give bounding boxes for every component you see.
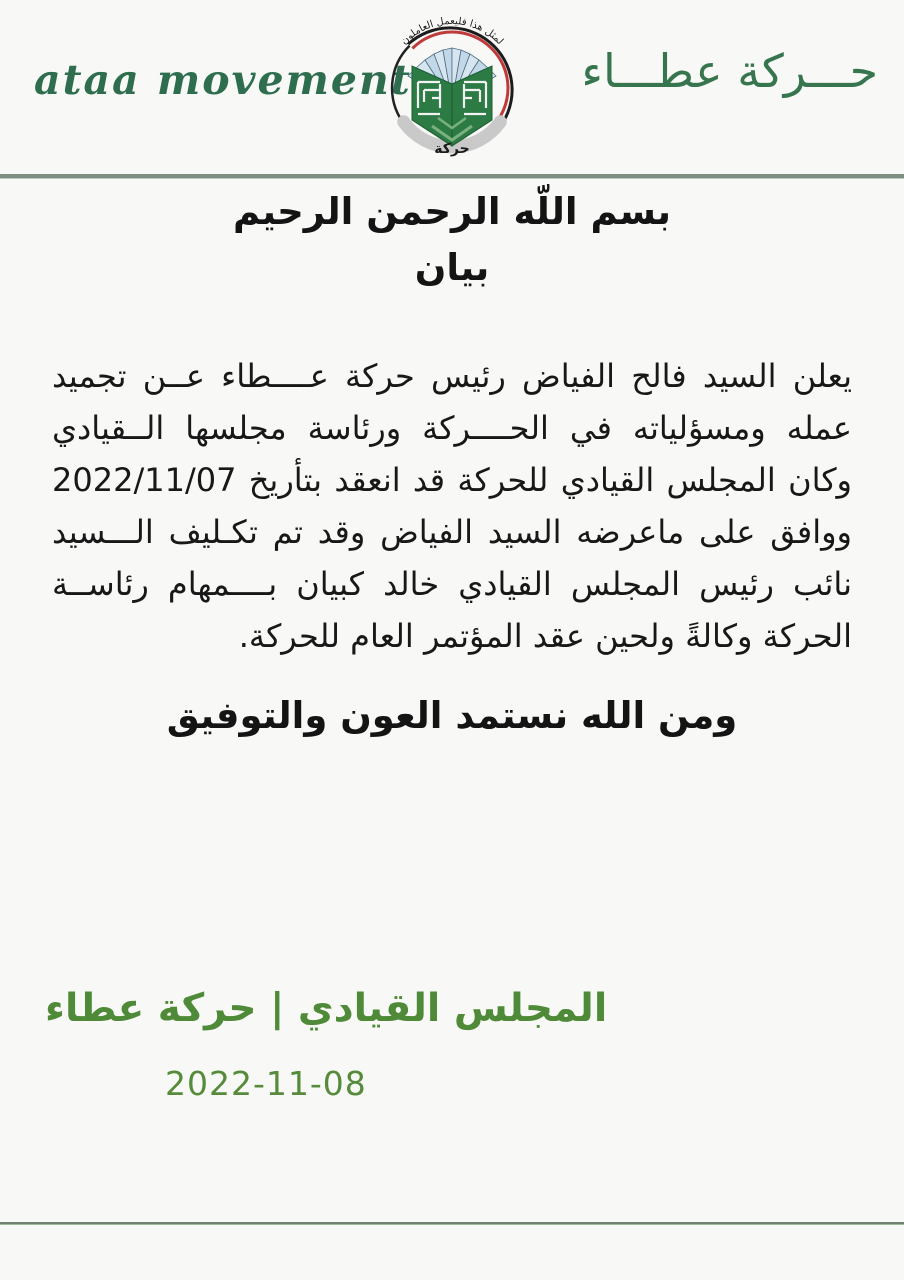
body-line: الحركة وكالةً ولحين عقد المؤتمر العام للحركة. — [238, 617, 852, 655]
body-line: يعلن السيد فالح الفياض رئيس حركة عــــطاء عــن تجميد — [52, 357, 852, 395]
statement-title: بيان — [414, 246, 490, 289]
body-line: عمله ومسؤلياته في الحــــركة ورئاسة مجلسها الــقيادي — [52, 409, 852, 447]
ataa-logo-icon — [382, 10, 522, 162]
brand-name-arabic: حـــركة عطـــاء — [581, 44, 878, 98]
brand-name-english: ataa movement — [34, 56, 412, 104]
body-line: ووافق على ماعرضه السيد الفياض وقد تم تكـليف الـــسيد — [52, 513, 852, 551]
logo-band-text: حركة — [434, 141, 470, 157]
bottom-divider — [0, 1222, 904, 1225]
body-line: نائب رئيس المجلس القيادي خالد كبيان بــــمهام رئاســة — [52, 565, 852, 603]
signature-text: المجلس القيادي | حركة عطاء — [45, 986, 608, 1031]
basmala-text: بسم اللّه الرحمن الرحيم — [232, 190, 672, 233]
logo-arc-text: لمثل هذا فليعمل العاملون — [398, 15, 506, 48]
date-text: 2022-11-08 — [165, 1064, 367, 1103]
header — [0, 0, 904, 174]
statement-body — [52, 350, 852, 662]
closing-text: ومن الله نستمد العون والتوفيق — [166, 694, 738, 737]
header-divider — [0, 174, 904, 179]
body-line: وكان المجلس القيادي للحركة قد انعقد بتأريخ 2022/11/07 — [52, 461, 852, 499]
ataa-logo — [382, 10, 522, 162]
